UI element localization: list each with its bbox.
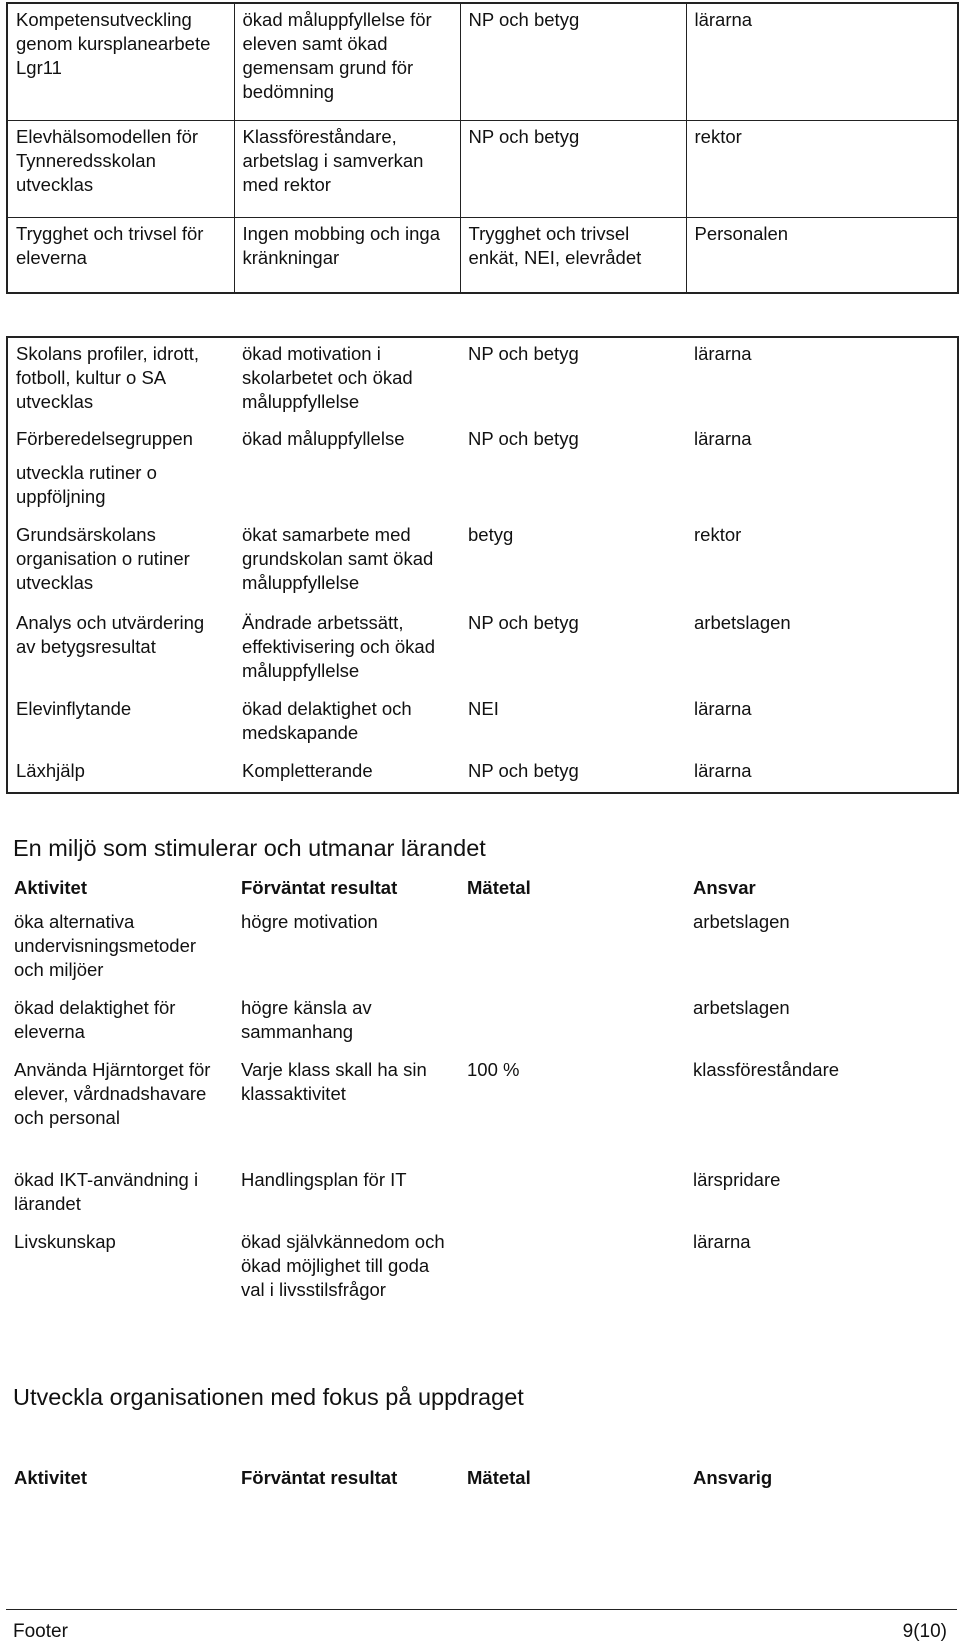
metric-cell bbox=[460, 457, 686, 519]
table-row bbox=[6, 1164, 957, 1226]
activity-cell: utveckla rutiner o uppföljning bbox=[16, 462, 157, 507]
result-cell: Ingen mobbing och inga kränkningar bbox=[234, 217, 460, 293]
section-heading-environment: En miljö som stimulerar och utmanar lärandet bbox=[13, 835, 486, 861]
header-activity: Aktivitet bbox=[14, 1467, 87, 1488]
result-cell bbox=[234, 457, 460, 519]
activity-cell: öka alternativa undervisningsmetoder och miljöer bbox=[14, 911, 197, 980]
table-header-row bbox=[6, 1462, 957, 1496]
header-metric: Mätetal bbox=[467, 877, 531, 898]
metric-cell: betyg bbox=[468, 524, 514, 545]
table-row bbox=[6, 906, 957, 992]
result-cell: ökad måluppfyllelse bbox=[242, 428, 405, 449]
result-cell: Kompletterande bbox=[242, 760, 373, 781]
result-cell: ökad motivation i skolarbetet och ökad måluppfyllelse bbox=[242, 343, 413, 412]
responsible-cell bbox=[686, 457, 958, 519]
result-cell: högre känsla av sammanhang bbox=[241, 997, 372, 1042]
header-activity: Aktivitet bbox=[14, 877, 87, 898]
metric-cell: Trygghet och trivsel enkät, NEI, elevrådet bbox=[460, 217, 686, 293]
result-cell: ökad måluppfyllelse för eleven samt ökad gemensam grund för bedömning bbox=[234, 3, 460, 120]
organisation-table bbox=[6, 1462, 957, 1496]
result-cell: ökad delaktighet och medskapande bbox=[242, 698, 412, 743]
table-row bbox=[7, 457, 958, 519]
table-row bbox=[6, 992, 957, 1054]
metric-cell: NP och betyg bbox=[468, 760, 579, 781]
goals-table-1 bbox=[6, 2, 959, 294]
activity-cell: Analys och utvärdering av betygsresultat bbox=[16, 612, 205, 657]
metric-cell bbox=[459, 1164, 685, 1226]
responsible-cell: Personalen bbox=[686, 217, 958, 293]
table-row bbox=[7, 3, 958, 120]
header-result: Förväntat resultat bbox=[241, 1467, 398, 1488]
table-row bbox=[7, 607, 958, 693]
responsible-cell: rektor bbox=[686, 120, 958, 217]
responsible-cell: arbetslagen bbox=[693, 911, 790, 932]
responsible-cell: lärarna bbox=[693, 1231, 751, 1252]
table-row bbox=[6, 1054, 957, 1164]
responsible-cell: lärarna bbox=[694, 698, 752, 719]
result-cell: högre motivation bbox=[241, 911, 378, 932]
responsible-cell: lärarna bbox=[694, 343, 752, 364]
header-metric: Mätetal bbox=[467, 1467, 531, 1488]
result-cell: ökat samarbete med grundskolan samt ökad måluppfyllelse bbox=[242, 524, 434, 593]
page-number: 9(10) bbox=[902, 1621, 947, 1642]
activity-cell: Skolans profiler, idrott, fotboll, kultur o SA utvecklas bbox=[16, 343, 200, 412]
header-result: Förväntat resultat bbox=[241, 877, 398, 898]
table-row bbox=[7, 120, 958, 217]
table-row bbox=[7, 217, 958, 293]
activity-cell: Använda Hjärntorget för elever, vårdnadshavare och personal bbox=[14, 1059, 211, 1128]
responsible-cell: lärarna bbox=[694, 760, 752, 781]
table-header-row bbox=[6, 872, 957, 906]
goals-table-2 bbox=[6, 336, 959, 794]
activity-cell: ökad delaktighet för eleverna bbox=[14, 997, 176, 1042]
activity-cell: Trygghet och trivsel för eleverna bbox=[7, 217, 234, 293]
result-cell: Ändrade arbetssätt, effektivisering och ökad måluppfyllelse bbox=[242, 612, 435, 681]
result-cell: Klassföreståndare, arbetslag i samverkan med rektor bbox=[234, 120, 460, 217]
responsible-cell: arbetslagen bbox=[694, 612, 791, 633]
activity-cell: Grundsärskolans organisation o rutiner utvecklas bbox=[16, 524, 190, 593]
metric-cell bbox=[459, 906, 685, 992]
responsible-cell: rektor bbox=[694, 524, 742, 545]
result-cell: Varje klass skall ha sin klassaktivitet bbox=[241, 1059, 427, 1104]
responsible-cell: lärspridare bbox=[693, 1169, 781, 1190]
metric-cell: NEI bbox=[468, 698, 499, 719]
metric-cell: NP och betyg bbox=[460, 120, 686, 217]
header-responsible: Ansvarig bbox=[693, 1467, 773, 1488]
metric-cell: NP och betyg bbox=[468, 612, 579, 633]
footer-label: Footer bbox=[13, 1621, 68, 1642]
responsible-cell: klassföreståndare bbox=[693, 1059, 840, 1080]
metric-cell bbox=[459, 992, 685, 1054]
table-row bbox=[7, 693, 958, 755]
table-row bbox=[7, 337, 958, 423]
table-row bbox=[6, 1226, 957, 1336]
header-responsible: Ansvar bbox=[693, 877, 756, 898]
metric-cell: NP och betyg bbox=[460, 3, 686, 120]
table-row bbox=[7, 755, 958, 793]
metric-cell: NP och betyg bbox=[468, 428, 579, 449]
activity-cell: Läxhjälp bbox=[16, 760, 85, 781]
activity-cell: Kompetensutveckling genom kursplanearbete Lgr11 bbox=[7, 3, 234, 120]
activity-cell: Förberedelsegruppen bbox=[16, 428, 193, 449]
metric-cell bbox=[459, 1226, 685, 1336]
section-heading-organisation: Utveckla organisationen med fokus på uppdraget bbox=[13, 1384, 524, 1410]
footer-divider bbox=[6, 1609, 957, 1610]
environment-table bbox=[6, 872, 957, 1336]
table-row bbox=[7, 519, 958, 607]
table-row bbox=[7, 423, 958, 457]
responsible-cell: lärarna bbox=[694, 428, 752, 449]
result-cell: ökad självkännedom och ökad möjlighet till goda val i livsstilsfrågor bbox=[241, 1231, 445, 1300]
metric-cell: NP och betyg bbox=[468, 343, 579, 364]
activity-cell: ökad IKT-användning i lärandet bbox=[14, 1169, 199, 1214]
metric-cell: 100 % bbox=[467, 1059, 520, 1080]
activity-cell: Livskunskap bbox=[14, 1231, 116, 1252]
result-cell: Handlingsplan för IT bbox=[241, 1169, 407, 1190]
activity-cell: Elevhälsomodellen för Tynneredsskolan utvecklas bbox=[7, 120, 234, 217]
responsible-cell: lärarna bbox=[686, 3, 958, 120]
responsible-cell: arbetslagen bbox=[693, 997, 790, 1018]
activity-cell: Elevinflytande bbox=[16, 698, 132, 719]
